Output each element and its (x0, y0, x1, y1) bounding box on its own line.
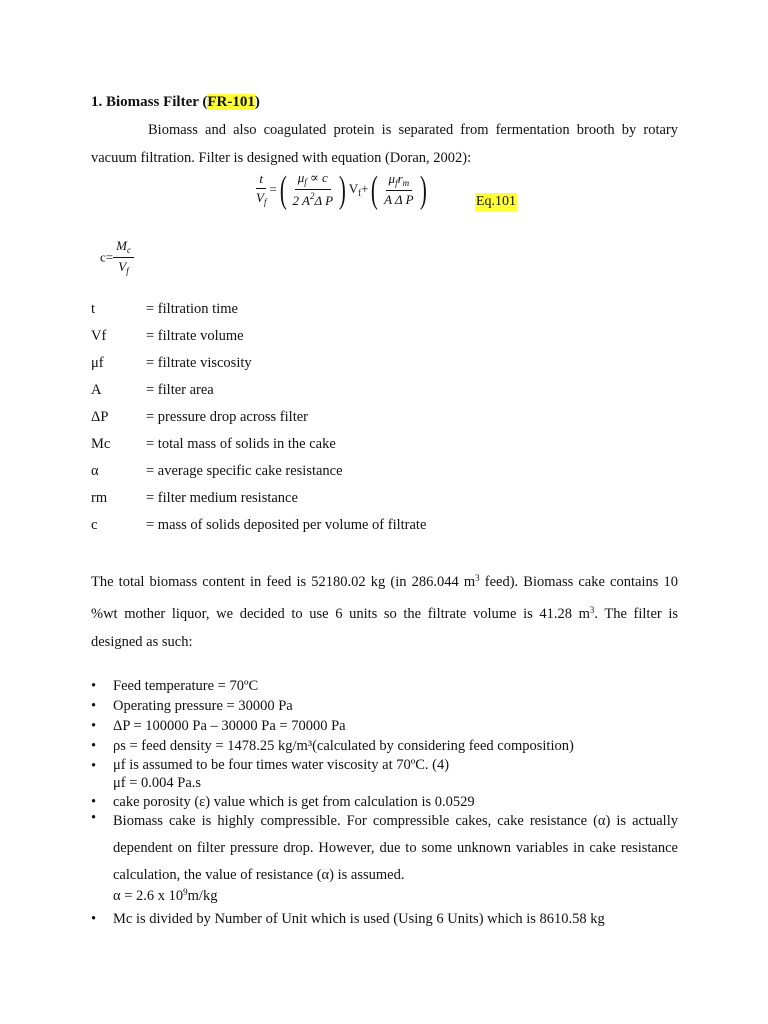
equation-lhs-fraction: $\frac{t}{V_f}$ (256, 171, 267, 208)
definition-row: ΔP = pressure drop across filter (91, 409, 308, 425)
list-item: • Feed temperature = 70ºC (91, 676, 678, 696)
design-parameters-list (91, 676, 678, 929)
concentration-equation: c= $\frac{M_c}{V_f}$ (100, 238, 134, 278)
equation-term1-fraction: $\frac{\mu_f \propto c}{2 A^2\Delta P}$ (292, 170, 334, 209)
definition-row: rm = filter medium resistance (91, 490, 298, 506)
variable-definitions (91, 300, 426, 543)
list-item: • μf is assumed to be four times water viscosity at 70ºC. (4) μf = 0.004 Pa.s (91, 756, 678, 792)
list-item: • Operating pressure = 30000 Pa (91, 696, 678, 716)
definition-row: μf = filtrate viscosity (91, 355, 252, 371)
list-item: • ΔP = 100000 Pa – 30000 Pa = 70000 Pa (91, 716, 678, 736)
definition-row: α = average specific cake resistance (91, 463, 343, 479)
equation-label: Eq.101 (476, 194, 517, 209)
design-paragraph: The total biomass content in feed is 52180.02 kg (in 286.044 $m^3$ feed). Biomass cake contains 10 %wt mother liquor, we decided to use 6 units so the filtrate volume is 41.28 $m^3$. The filter is designed as such: (91, 573, 679, 650)
definition-row: t = filtration time (91, 301, 238, 317)
definition-row: Mc = total mass of solids in the cake (91, 436, 336, 452)
filtration-equation: $\frac{t}{V_f}$ =( $\frac{\mu_f \propto c}{2 A^2\Delta P}$ ) $V_f+$( $\frac{\mu_fr_m}{\text{A Δ P}}$ ) (253, 170, 553, 220)
equipment-code-highlight: FR-101 (207, 94, 255, 110)
list-item: • cake porosity (ε) value which is get from calculation is 0.0529 (91, 792, 678, 812)
list-item: • ρs = feed density = 1478.25 kg/m³(calculated by considering feed composition) (91, 736, 678, 756)
equation-term2-fraction: $\frac{\mu_fr_m}{\text{A Δ P}}$ (384, 171, 414, 208)
section-heading: 1. Biomass Filter (FR-101) (91, 94, 260, 110)
list-item: • Biomass cake is highly compressible. For compressible cakes, cake resistance (α) is actually dependent on filter pressure drop. However, due to some unknown variables in cake resistance calculation, the value of resistance (α) is assumed. α = 2.6 x $10^9m/kg$ (91, 808, 678, 905)
definition-row: c = mass of solids deposited per volume of filtrate (91, 517, 427, 533)
intro-paragraph: Biomass and also coagulated protein is separated from fermentation brooth by rotary vacuum filtration. Filter is designed with equation (Doran, 2002): (91, 122, 678, 166)
definition-row: Vf = filtrate volume (91, 328, 244, 344)
list-item: • Mc is divided by Number of Unit which is used (Using 6 Units) which is 8610.58 kg (91, 909, 678, 929)
definition-row: A = filter area (91, 382, 214, 398)
